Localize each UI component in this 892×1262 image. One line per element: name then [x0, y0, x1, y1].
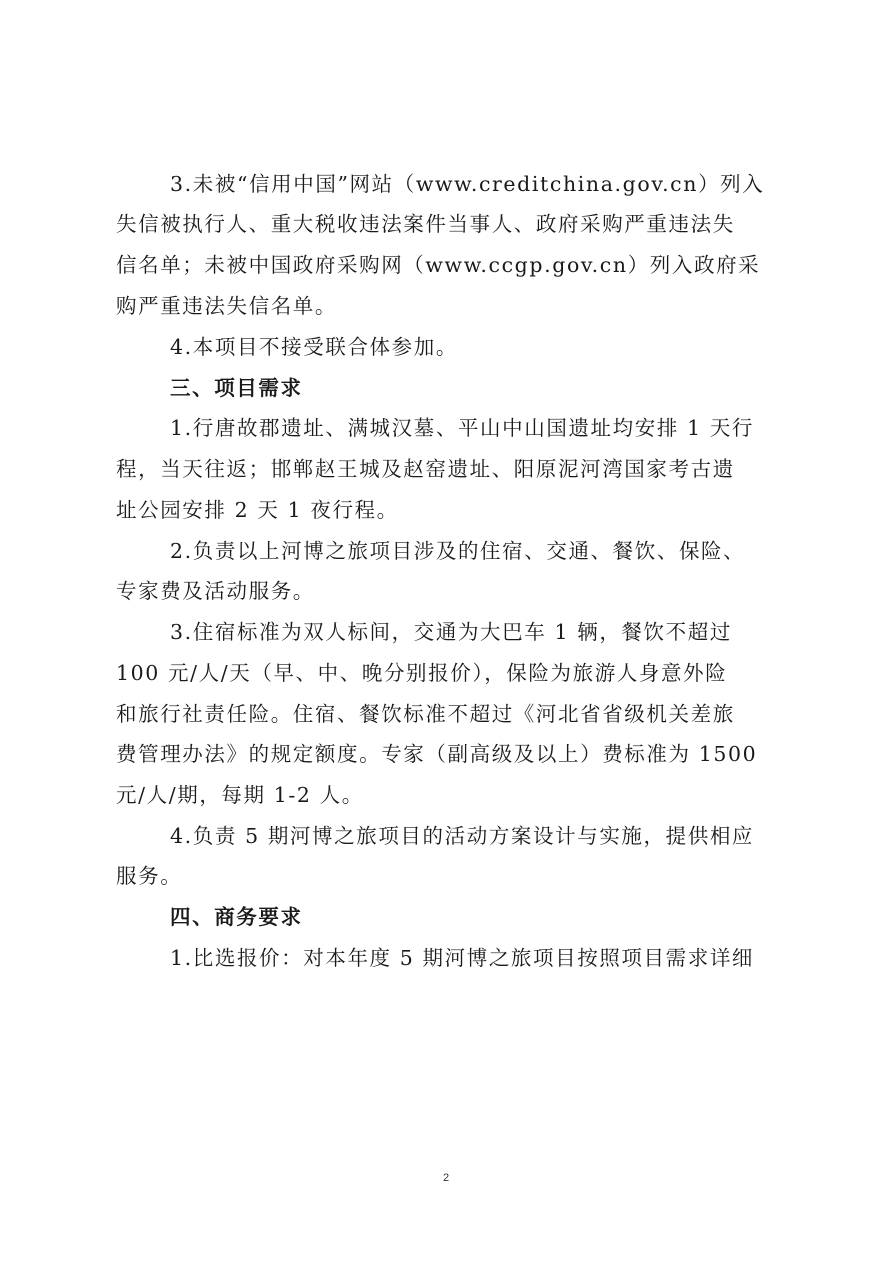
- text-line: 程，当天往返；邯郸赵王城及赵窑遗址、阳原泥河湾国家考古遗: [116, 457, 735, 481]
- text-line: 3.住宿标准为双人标间，交通为大巴车 1 辆，餐饮不超过: [170, 620, 732, 644]
- text-line: 和旅行社责任险。住宿、餐饮标准不超过《河北省省级机关差旅: [116, 702, 735, 726]
- text-line: 3.未被“信用中国”网站（www.creditchina.gov.cn）列入: [170, 172, 765, 196]
- text-line: 失信被执行人、重大税收违法案件当事人、政府采购严重违法失: [116, 212, 735, 236]
- text-line: 1.行唐故郡遗址、满城汉墓、平山中山国遗址均安排 1 天行: [170, 416, 755, 440]
- text-line: 购严重违法失信名单。: [116, 294, 337, 318]
- text-line: 2.负责以上河博之旅项目涉及的住宿、交通、餐饮、保险、: [170, 539, 746, 563]
- text-line: 元/人/期，每期 1-2 人。: [116, 783, 364, 807]
- text-line: 4.负责 5 期河博之旅项目的活动方案设计与实施，提供相应: [170, 824, 755, 848]
- text-line: 1.比选报价：对本年度 5 期河博之旅项目按照项目需求详细: [170, 946, 755, 970]
- text-line: 专家费及活动服务。: [116, 579, 315, 603]
- section-heading: 四、商务要求: [170, 905, 303, 929]
- text-line: 服务。: [116, 864, 183, 888]
- text-line: 址公园安排 2 天 1 夜行程。: [116, 498, 399, 522]
- section-heading: 三、项目需求: [170, 376, 303, 400]
- page-number: 2: [442, 1172, 450, 1184]
- text-line: 4.本项目不接受联合体参加。: [170, 335, 458, 359]
- text-line: 信名单；未被中国政府采购网（www.ccgp.gov.cn）列入政府采: [116, 253, 761, 277]
- text-line: 费管理办法》的规定额度。专家（副高级及以上）费标准为 1500: [116, 742, 758, 766]
- text-line: 100 元/人/天（早、中、晚分别报价），保险为旅游人身意外险: [116, 661, 728, 685]
